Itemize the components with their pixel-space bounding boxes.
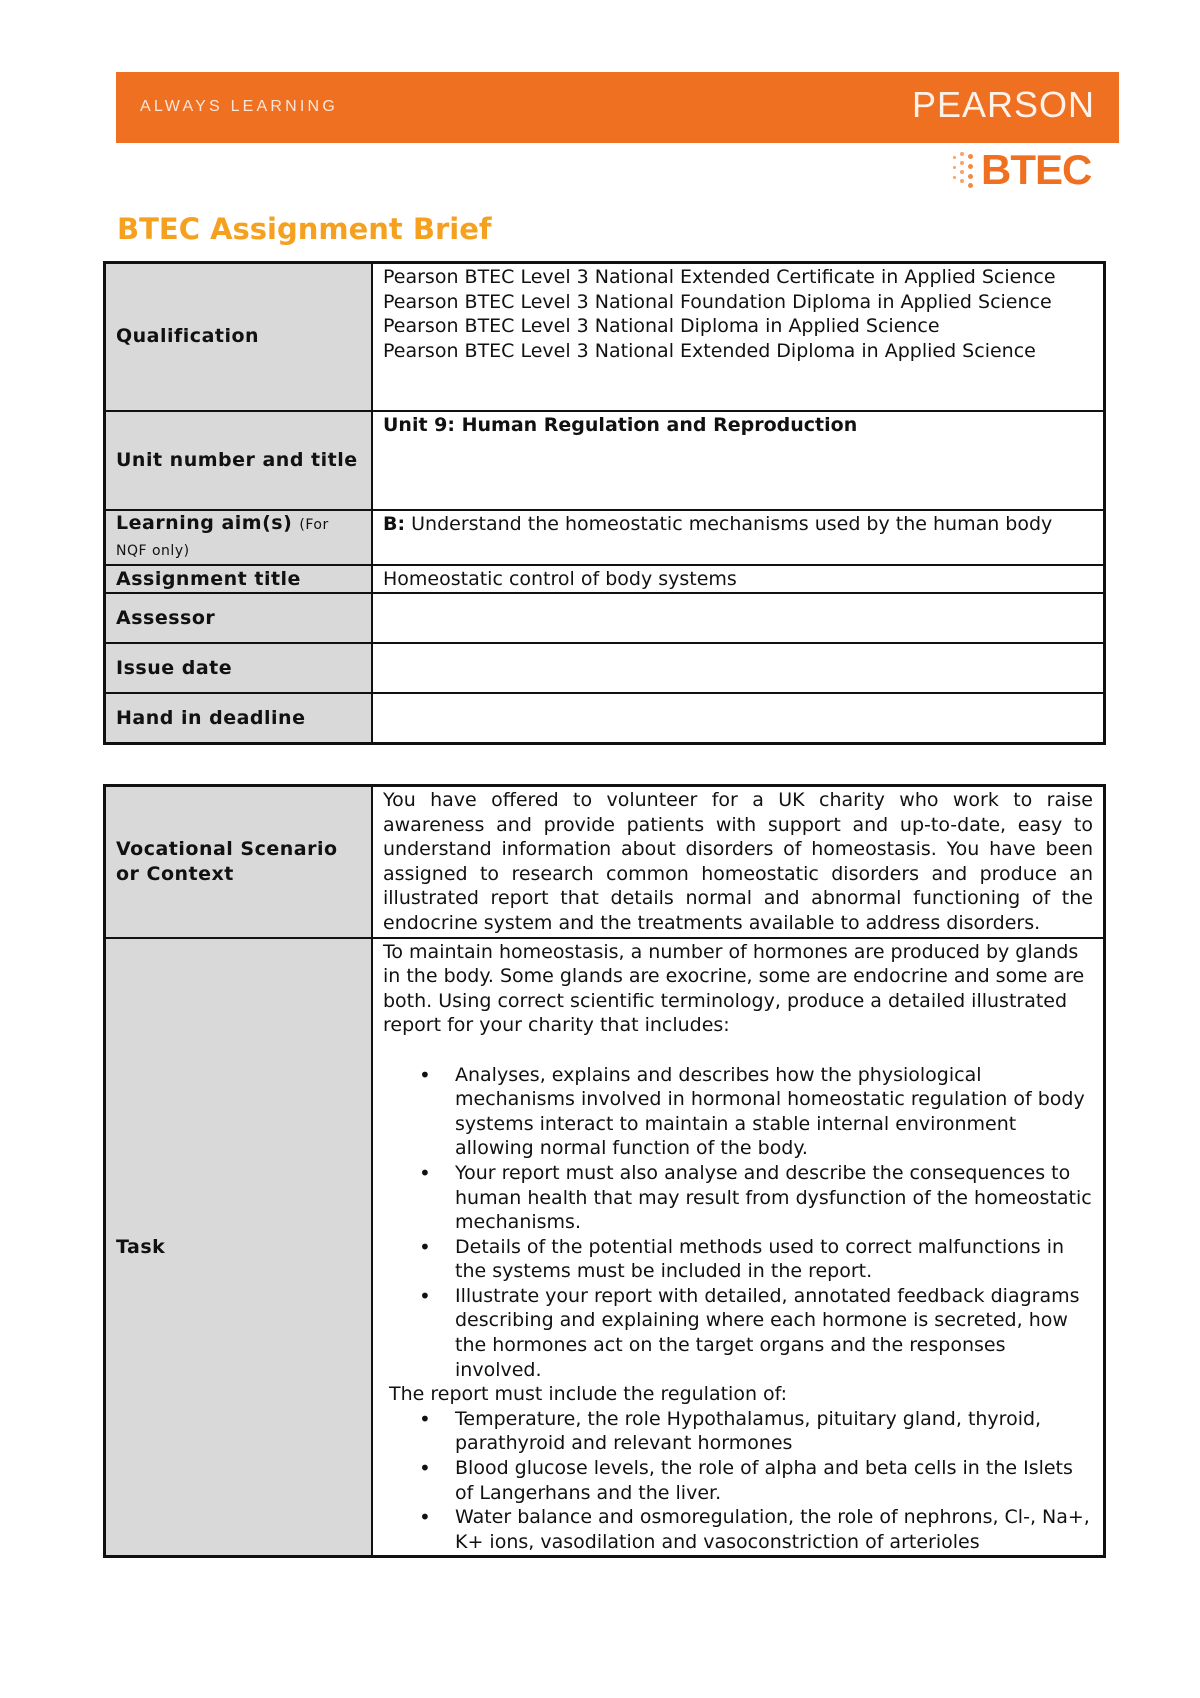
list-item: • Your report must also analyse and describe the consequences to human health that may result from dysfunction of the homeostatic mechanisms. — [455, 1161, 1093, 1235]
qualification-value — [372, 263, 1105, 411]
assessor-field[interactable] — [372, 593, 1105, 643]
regulation-intro: The report must include the regulation of: — [389, 1383, 788, 1406]
qualification-line: Pearson BTEC Level 3 National Foundation Diploma in Applied Science — [383, 290, 1052, 313]
row-learning-aim — [105, 510, 1105, 565]
row-scenario — [105, 786, 1105, 938]
qualification-line: Pearson BTEC Level 3 National Extended Diploma in Applied Science — [383, 339, 1036, 362]
list-item: • Illustrate your report with detailed, annotated feedback diagrams describing and explaining where each hormone is secreted, how the hormones act on the target organs and the responses involved. — [455, 1284, 1093, 1382]
task-label: Task — [105, 938, 373, 1557]
dots-icon — [951, 150, 981, 190]
row-qualification — [105, 263, 1105, 411]
learning-aim-prefix: B: — [383, 512, 406, 535]
unit-label: Unit number and title — [105, 411, 373, 510]
assignment-title-label: Assignment title — [105, 565, 373, 594]
deadline-label: Hand in deadline — [105, 693, 373, 743]
unit-value: Unit 9: Human Regulation and Reproduction — [372, 411, 1105, 510]
task-bullet-list — [383, 1063, 1093, 1383]
row-assessor — [105, 593, 1105, 643]
issue-date-field[interactable] — [372, 643, 1105, 693]
header-banner — [116, 72, 1119, 143]
btec-wordmark: BTEC — [981, 146, 1092, 193]
list-item: • Analyses, explains and describes how the physiological mechanisms involved in hormonal homeostatic regulation of body systems interact to maintain a stable internal environment allowing normal function of the body. — [455, 1063, 1093, 1161]
qualification-label: Qualification — [105, 263, 373, 411]
row-task — [105, 938, 1105, 1557]
list-item: • Water balance and osmoregulation, the role of nephrons, Cl-, Na+, K+ ions, vasodilation and vasoconstriction of arterioles — [455, 1505, 1093, 1554]
learning-aim-note: (For NQF only) — [116, 516, 329, 560]
qualification-line: Pearson BTEC Level 3 National Extended Certificate in Applied Science — [383, 266, 1056, 288]
page-title: BTEC Assignment Brief — [117, 212, 492, 246]
learning-aim-value — [372, 510, 1105, 565]
row-deadline — [105, 693, 1105, 743]
tagline: ALWAYS LEARNING — [140, 98, 338, 115]
learning-aim-text: Understand the homeostatic mechanisms used by the human body — [405, 512, 1053, 535]
scenario-label: Vocational Scenario or Context — [105, 786, 373, 938]
assignment-title-value: Homeostatic control of body systems — [372, 565, 1105, 594]
scenario-value: You have offered to volunteer for a UK charity who work to raise awareness and provide patients with support and up-to-date, easy to understand information about disorders of homeostasis. You have been assigned to research common homeostatic disorders and produce an illustrated report that details normal and abnormal functioning of the endocrine system and the treatments available to address disorders. — [372, 786, 1105, 938]
task-intro: To maintain homeostasis, a number of hormones are produced by glands in the body. Some glands are exocrine, some are endocrine and some are both. Using correct scientific terminology, produce a detailed illustrated report for your charity that includes: — [383, 940, 1085, 1037]
row-assignment-title — [105, 565, 1105, 594]
list-item: • Details of the potential methods used to correct malfunctions in the systems must be included in the report. — [455, 1235, 1093, 1284]
pearson-logo: PEARSON — [911, 84, 1095, 125]
scenario-table — [103, 784, 1106, 1558]
learning-aim-label-text: Learning aim(s) — [116, 511, 293, 534]
btec-logo — [951, 148, 1091, 192]
list-item: • Temperature, the role Hypothalamus, pituitary gland, thyroid, parathyroid and relevant hormones — [455, 1407, 1093, 1456]
assessor-label: Assessor — [105, 593, 373, 643]
row-issue-date — [105, 643, 1105, 693]
regulation-bullet-list — [383, 1407, 1093, 1555]
qualification-line: Pearson BTEC Level 3 National Diploma in Applied Science — [383, 315, 940, 338]
deadline-field[interactable] — [372, 693, 1105, 743]
list-item: • Blood glucose levels, the role of alpha and beta cells in the Islets of Langerhans and the liver. — [455, 1456, 1093, 1505]
learning-aim-label — [105, 510, 373, 565]
issue-date-label: Issue date — [105, 643, 373, 693]
row-unit — [105, 411, 1105, 510]
details-table — [103, 261, 1106, 745]
task-value — [372, 938, 1105, 1557]
